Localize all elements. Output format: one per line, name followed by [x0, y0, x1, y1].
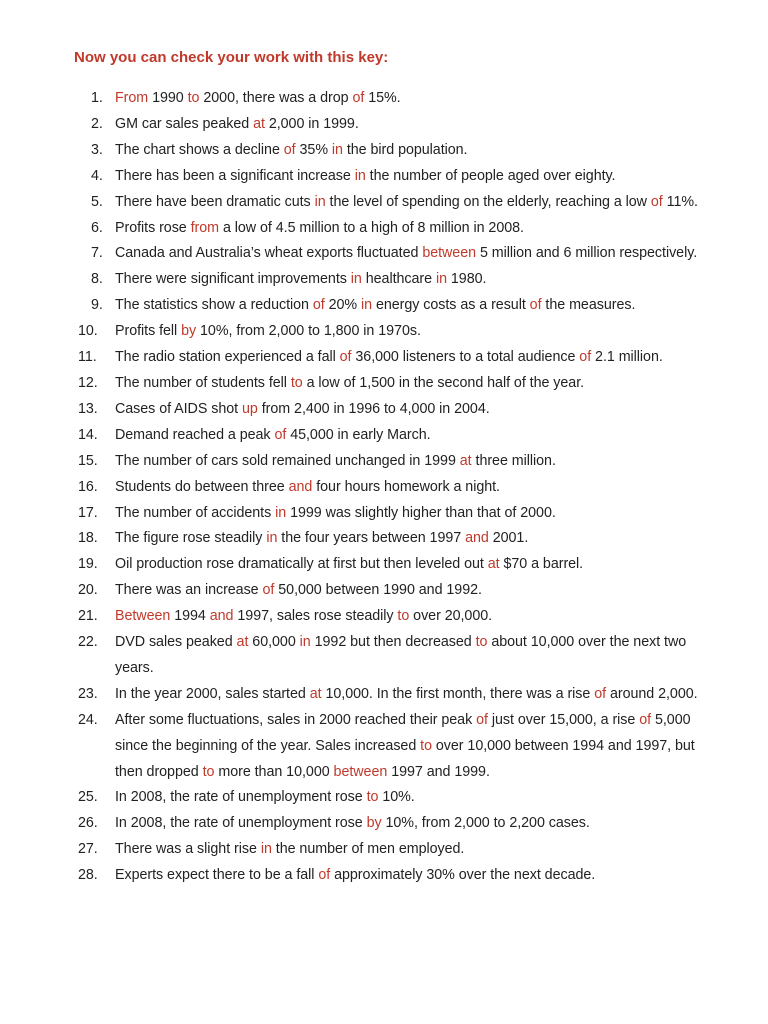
- list-item-number: 19.: [78, 556, 98, 573]
- text-segment: 2000, there was a drop: [199, 90, 353, 106]
- list-item: [78, 293, 718, 319]
- text-segment: 10%.: [378, 789, 415, 806]
- highlighted-word: up: [242, 400, 258, 417]
- answer-key-list: [78, 86, 718, 889]
- text-segment: Oil production rose dramatically at first but then leveled out: [115, 556, 488, 573]
- list-item-text: [115, 397, 718, 423]
- list-item-text: [115, 578, 718, 604]
- highlighted-word: of: [318, 867, 331, 884]
- list-item-number: 11.: [78, 349, 97, 366]
- text-segment: over 20,000.: [409, 608, 493, 625]
- list-item-number: 12.: [78, 374, 98, 391]
- list-item-number: 22.: [78, 634, 98, 651]
- text-segment: 1997, sales rose steadily: [233, 608, 398, 625]
- text-segment: 35%: [295, 141, 332, 158]
- list-item: [78, 371, 718, 397]
- highlighted-word: by: [181, 323, 197, 340]
- list-item-text: [115, 112, 718, 138]
- list-item: [78, 526, 718, 552]
- text-segment: a low of 4.5 million to a high of 8 million in 2008.: [219, 219, 524, 236]
- text-segment: 1994: [170, 608, 210, 625]
- list-item: [78, 552, 718, 578]
- list-item-number: 4.: [91, 167, 103, 184]
- list-item: [78, 604, 718, 630]
- highlighted-word: by: [366, 815, 382, 832]
- text-segment: GM car sales peaked: [115, 115, 254, 132]
- text-segment: There was a slight rise: [115, 841, 261, 858]
- text-segment: 10,000. In the first month, there was a rise: [321, 685, 595, 702]
- highlighted-word: and: [288, 478, 313, 495]
- list-item: [78, 319, 718, 345]
- list-item-number: 7.: [91, 245, 103, 262]
- highlighted-word: at: [309, 685, 322, 702]
- list-item-text: [115, 526, 718, 552]
- list-item: [78, 863, 718, 889]
- text-segment: 50,000 between 1990 and 1992.: [274, 582, 482, 599]
- text-segment: 36,000 listeners to a total audience: [351, 349, 580, 366]
- highlighted-word: to: [475, 634, 488, 651]
- list-item-text: [115, 164, 718, 190]
- text-segment: more than 10,000: [214, 763, 334, 780]
- list-item-text: [115, 785, 718, 811]
- text-segment: 10%, from 2,000 to 1,800 in 1970s.: [196, 323, 421, 340]
- list-item-text: [115, 345, 718, 371]
- highlighted-word: at: [236, 634, 249, 651]
- list-item-number: 14.: [78, 426, 98, 443]
- text-segment: 5,000 since the beginning of the year. Sales increased: [115, 711, 691, 754]
- list-item-number: 25.: [78, 789, 98, 806]
- list-item-number: 6.: [91, 219, 103, 236]
- text-segment: healthcare: [361, 271, 436, 288]
- highlighted-word: of: [529, 297, 542, 314]
- text-segment: The chart shows a decline: [115, 141, 284, 158]
- list-item-text: [115, 293, 718, 319]
- text-segment: about 10,000 over the next two years.: [115, 634, 687, 676]
- highlighted-word: between: [333, 763, 388, 780]
- list-item: [78, 837, 718, 863]
- list-item-text: [115, 423, 718, 449]
- list-item-text: [115, 475, 718, 501]
- list-item-number: 3.: [91, 141, 103, 158]
- text-segment: 5 million and 6 million respectively.: [476, 245, 698, 262]
- text-segment: In the year 2000, sales started: [115, 685, 310, 702]
- list-item-text: [115, 863, 718, 889]
- text-segment: around 2,000.: [606, 685, 698, 702]
- text-segment: Cases of AIDS shot: [115, 400, 242, 417]
- text-segment: There have been dramatic cuts: [115, 193, 315, 210]
- text-segment: Profits fell: [115, 323, 182, 340]
- text-segment: Students do between three: [115, 478, 289, 495]
- highlighted-word: at: [459, 452, 472, 469]
- text-segment: The statistics show a reduction: [115, 297, 313, 314]
- list-item: [78, 682, 718, 708]
- list-item: [78, 630, 718, 682]
- text-segment: There were significant improvements: [115, 271, 351, 288]
- text-segment: 15%.: [364, 90, 401, 106]
- list-item: [78, 216, 718, 242]
- highlighted-word: in: [266, 530, 278, 547]
- highlighted-word: from: [190, 219, 220, 236]
- list-item-text: [115, 190, 718, 216]
- text-segment: 1980.: [446, 271, 487, 288]
- text-segment: the measures.: [541, 297, 636, 314]
- list-item-number: 1.: [91, 90, 103, 106]
- list-item-number: 17.: [78, 504, 98, 521]
- list-item: [78, 164, 718, 190]
- list-item: [78, 345, 718, 371]
- text-segment: four hours homework a night.: [312, 478, 500, 495]
- text-segment: three million.: [471, 452, 556, 469]
- text-segment: energy costs as a result: [372, 297, 530, 314]
- list-item-number: 28.: [78, 867, 98, 884]
- list-item-text: [115, 501, 718, 527]
- list-item-number: 24.: [78, 711, 98, 728]
- list-item-number: 9.: [91, 297, 103, 314]
- text-segment: over 10,000 between 1994 and 1997, but then dropped: [115, 737, 695, 780]
- text-segment: 2,000 in 1999.: [264, 115, 359, 132]
- list-item-text: [115, 371, 718, 397]
- text-segment: a low of 1,500 in the second half of the year.: [302, 374, 585, 391]
- list-item-number: 5.: [91, 193, 103, 210]
- text-segment: In 2008, the rate of unemployment rose: [115, 815, 367, 832]
- text-segment: 2.1 million.: [591, 349, 663, 366]
- list-item: [78, 708, 718, 786]
- text-segment: 45,000 in early March.: [286, 426, 431, 443]
- list-item-number: 23.: [78, 685, 98, 702]
- text-segment: The number of students fell: [115, 374, 291, 391]
- list-item: [78, 241, 718, 267]
- highlighted-word: in: [361, 297, 373, 314]
- text-segment: There was an increase: [115, 582, 263, 599]
- list-item: [78, 475, 718, 501]
- highlighted-word: and: [209, 608, 234, 625]
- list-item: [78, 267, 718, 293]
- highlighted-word: of: [352, 90, 365, 106]
- answer-key-heading: Now you can check your work with this key:: [74, 49, 389, 66]
- text-segment: There has been a significant increase: [115, 167, 355, 184]
- text-segment: Experts expect there to be a fall: [115, 867, 319, 884]
- list-item-number: 16.: [78, 478, 98, 495]
- highlighted-word: to: [290, 374, 303, 391]
- text-segment: The figure rose steadily: [115, 530, 267, 547]
- text-segment: Profits rose: [115, 219, 191, 236]
- list-item-number: 20.: [78, 582, 98, 599]
- highlighted-word: of: [476, 711, 488, 728]
- list-item-number: 15.: [78, 452, 98, 469]
- highlighted-word: of: [262, 582, 275, 599]
- list-item-number: 18.: [78, 530, 98, 547]
- highlighted-word: to: [187, 90, 200, 106]
- highlighted-word: in: [331, 141, 343, 158]
- list-item-number: 13.: [78, 400, 98, 417]
- list-item-text: [115, 630, 718, 682]
- list-item: [78, 190, 718, 216]
- list-item-text: [115, 449, 718, 475]
- highlighted-word: in: [350, 271, 362, 288]
- list-item-text: [115, 552, 718, 578]
- text-segment: After some fluctuations, sales in 2000 reached their peak: [115, 711, 477, 728]
- list-item: [78, 423, 718, 449]
- text-segment: 2001.: [488, 530, 529, 547]
- highlighted-word: to: [366, 789, 379, 806]
- text-segment: Demand reached a peak: [115, 426, 275, 443]
- text-segment: 60,000: [248, 634, 300, 651]
- list-item: [78, 112, 718, 138]
- text-segment: the four years between 1997: [277, 530, 466, 547]
- highlighted-word: of: [283, 141, 296, 158]
- text-segment: Canada and Australia’s wheat exports fluctuated: [115, 245, 423, 262]
- list-item-number: 10.: [78, 323, 98, 340]
- list-item-text: [115, 241, 718, 267]
- text-segment: The number of cars sold remained unchanged in 1999: [115, 452, 460, 469]
- text-segment: 1999 was slightly higher than that of 2000.: [286, 504, 556, 521]
- list-item-number: 2.: [91, 115, 103, 132]
- highlighted-word: Between: [115, 608, 171, 625]
- highlighted-word: between: [422, 245, 477, 262]
- highlighted-word: in: [299, 634, 311, 651]
- text-segment: The radio station experienced a fall: [115, 349, 340, 366]
- text-segment: the level of spending on the elderly, reaching a low: [325, 193, 651, 210]
- list-item-text: [115, 682, 718, 708]
- text-segment: from 2,400 in 1996 to 4,000 in 2004.: [257, 400, 490, 417]
- highlighted-word: at: [487, 556, 500, 573]
- highlighted-word: in: [260, 841, 272, 858]
- text-segment: 10%, from 2,000 to 2,200 cases.: [381, 815, 590, 832]
- text-segment: approximately 30% over the next decade.: [330, 867, 596, 884]
- text-segment: just over 15,000, a rise: [487, 711, 640, 728]
- list-item: [78, 578, 718, 604]
- text-segment: DVD sales peaked: [115, 634, 237, 651]
- highlighted-word: in: [275, 504, 287, 521]
- list-item-text: [115, 811, 718, 837]
- list-item-text: [115, 267, 718, 293]
- text-segment: the bird population.: [342, 141, 468, 158]
- text-segment: 11%.: [662, 193, 698, 210]
- highlighted-word: at: [253, 115, 265, 132]
- highlighted-word: in: [354, 167, 366, 184]
- list-item-text: [115, 86, 718, 112]
- list-item-number: 8.: [91, 271, 103, 288]
- highlighted-word: in: [435, 271, 447, 288]
- highlighted-word: of: [579, 349, 592, 366]
- text-segment: 1997 and 1999.: [387, 763, 490, 780]
- list-item: [78, 811, 718, 837]
- text-segment: The number of accidents: [115, 504, 276, 521]
- list-item-text: [115, 138, 718, 164]
- text-segment: $70 a barrel.: [499, 556, 584, 573]
- text-segment: 1992 but then decreased: [310, 634, 476, 651]
- list-item-text: [115, 708, 718, 786]
- text-segment: 1990: [148, 90, 188, 106]
- highlighted-word: to: [397, 608, 410, 625]
- highlighted-word: and: [465, 530, 489, 547]
- list-item-number: 21.: [78, 608, 98, 625]
- highlighted-word: of: [312, 297, 325, 314]
- list-item: [78, 785, 718, 811]
- list-item-text: [115, 604, 718, 630]
- highlighted-word: of: [639, 711, 652, 728]
- highlighted-word: to: [420, 737, 432, 754]
- highlighted-word: From: [115, 90, 149, 106]
- text-segment: In 2008, the rate of unemployment rose: [115, 789, 367, 806]
- text-segment: the number of people aged over eighty.: [365, 167, 616, 184]
- highlighted-word: of: [650, 193, 663, 210]
- list-item: [78, 449, 718, 475]
- highlighted-word: of: [594, 685, 607, 702]
- list-item: [78, 397, 718, 423]
- list-item: [78, 86, 718, 112]
- list-item-text: [115, 319, 718, 345]
- list-item-number: 26.: [78, 815, 98, 832]
- highlighted-word: in: [314, 193, 326, 210]
- text-segment: 20%: [324, 297, 361, 314]
- list-item-number: 27.: [78, 841, 98, 858]
- highlighted-word: of: [339, 349, 352, 366]
- highlighted-word: of: [274, 426, 287, 443]
- list-item: [78, 501, 718, 527]
- list-item: [78, 138, 718, 164]
- list-item-text: [115, 216, 718, 242]
- text-segment: the number of men employed.: [271, 841, 465, 858]
- list-item-text: [115, 837, 718, 863]
- highlighted-word: to: [202, 763, 215, 780]
